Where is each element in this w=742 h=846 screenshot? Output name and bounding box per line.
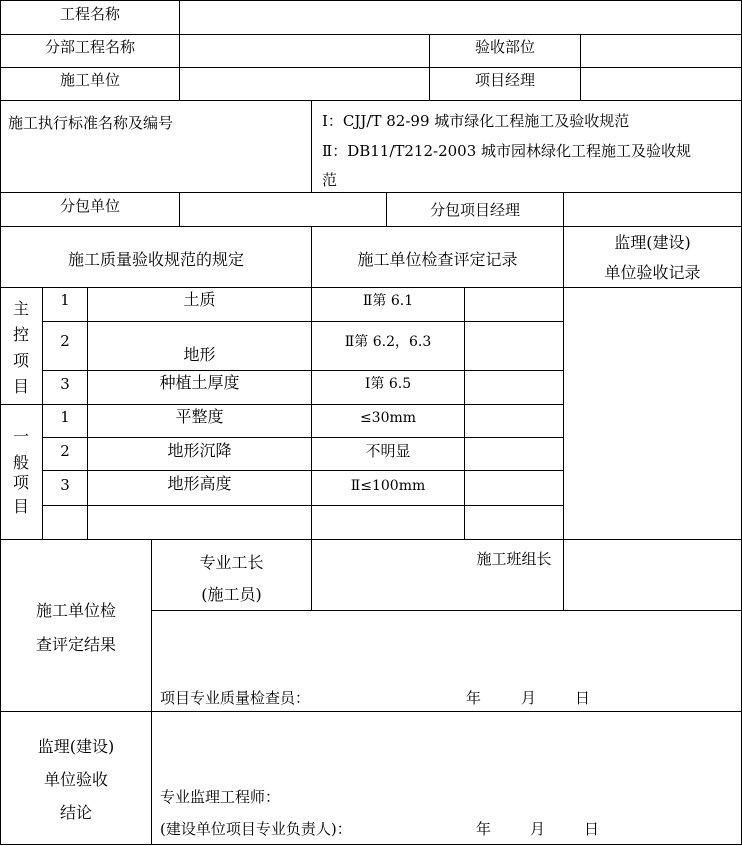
foreman-label-line2: (施工员) [201,585,262,604]
standard-2-line2: 范 [322,171,338,189]
main-row-2-num: 2 [60,332,70,350]
rule [179,192,180,226]
rule [0,34,742,35]
supervision-column-header-line1: 监理(建设) [614,233,691,252]
rule [0,539,742,540]
general-row-2-standard: 不明显 [365,442,411,460]
construction-result-field[interactable] [153,612,740,684]
rule [42,505,564,506]
general-items-label-2: 般 [12,453,29,472]
main-items-label-2: 控 [12,325,29,344]
subcontract-manager-field[interactable] [565,194,740,225]
standard-2-line1: Ⅱ：DB11/T212-2003 城市园林绿化工程施工及验收规 [322,142,692,160]
conclusion-year-label: 年 [476,820,492,838]
conclusion-day-label: 日 [584,820,600,838]
supervision-conclusion-label-line3: 结论 [59,803,92,822]
general-items-label-4: 目 [12,497,29,516]
rule [311,539,312,610]
main-row-1-record[interactable] [466,289,562,320]
main-row-3-standard: Ⅰ第 6.5 [364,376,412,392]
main-row-1-standard: Ⅱ第 6.1 [362,293,414,309]
general-row-2-num: 2 [60,442,70,460]
result-month-label: 月 [521,689,537,707]
general-row-4-record[interactable] [466,507,562,538]
spec-column-header: 施工质量验收规范的规定 [67,250,244,269]
conclusion-month-label: 月 [530,820,546,838]
rule [42,321,564,322]
main-items-label-3: 项 [12,351,29,370]
project-manager-field[interactable] [582,69,740,99]
rule [0,192,742,193]
supervision-column-header-line2: 单位验收记录 [604,263,701,282]
general-row-1-num: 1 [60,408,70,426]
project-name-field[interactable] [181,2,740,33]
rule [0,711,742,712]
main-row-3-num: 3 [60,375,70,393]
supervision-conclusion-field[interactable] [153,713,740,783]
construction-result-label-line1: 施工单位检 [35,601,116,620]
construction-unit-field[interactable] [181,69,428,99]
main-row-3-record[interactable] [466,372,562,403]
general-row-1-item: 平整度 [175,407,224,426]
general-row-3-item: 地形高度 [167,474,232,493]
acceptance-part-field[interactable] [582,36,740,66]
rule [464,287,465,539]
subcontract-manager-label: 分包项目经理 [429,201,520,219]
supervision-conclusion-label-line2: 单位验收 [43,770,108,789]
main-row-1-item: 土质 [183,290,216,309]
rule [0,287,742,288]
foreman-label-line1: 专业工长 [199,553,264,572]
rule [42,437,564,438]
sub-project-name-field[interactable] [181,36,428,66]
result-year-label: 年 [466,689,482,707]
main-row-2-item: 地形 [183,345,216,364]
general-row-3-standard: Ⅱ≤100mm [350,478,426,494]
rule [151,610,742,611]
rule [0,0,742,1]
rule [0,844,742,845]
construction-result-label-line2: 查评定结果 [35,635,116,654]
rule [0,226,742,227]
general-row-3-record[interactable] [466,472,562,504]
inspection-column-header: 施工单位检查评定记录 [357,250,518,269]
owner-representative-label: (建设单位项目专业负责人)： [160,820,352,838]
general-items-label-1: 一 [12,427,29,446]
team-leader-field[interactable] [565,541,740,609]
quality-inspector-label: 项目专业质量检查员： [160,689,311,707]
subcontract-unit-field[interactable] [181,194,385,225]
main-row-2-standard: Ⅱ第 6.2，6.3 [344,334,432,350]
main-items-label-1: 主 [12,299,29,318]
general-items-label-3: 项 [12,473,29,492]
general-row-3-num: 3 [60,476,70,494]
general-row-1-record[interactable] [466,406,562,436]
project-name-label: 工程名称 [59,5,120,23]
rule [0,100,742,101]
main-row-1-num: 1 [60,291,70,309]
main-row-2-record[interactable] [466,323,562,369]
main-row-3-item: 种植土厚度 [159,373,240,392]
supervising-engineer-label: 专业监理工程师： [160,788,281,806]
rule [42,370,564,371]
rule [0,404,564,405]
subcontract-unit-label: 分包单位 [59,197,120,215]
sub-project-name-label: 分部工程名称 [44,38,135,56]
general-row-2-record[interactable] [466,439,562,469]
project-manager-label: 项目经理 [474,71,535,89]
rule [580,34,581,100]
standard-1: Ⅰ：CJJ/T 82-99 城市绿化工程施工及验收规范 [322,112,630,130]
rule [42,470,564,471]
general-row-1-standard: ≤30mm [359,410,417,426]
acceptance-part-label: 验收部位 [474,38,535,56]
rule [179,0,180,100]
standard-label: 施工执行标准名称及编号 [8,114,174,132]
rule [0,0,1,845]
general-row-2-item: 地形沉降 [167,441,232,460]
rule [563,192,564,226]
main-items-label-4: 目 [12,377,29,396]
rule [311,100,312,192]
supervision-conclusion-label-line1: 监理(建设) [37,737,115,756]
team-leader-label: 施工班组长 [476,550,552,568]
rule [0,67,742,68]
construction-unit-label: 施工单位 [59,71,120,89]
supervision-record-field[interactable] [565,289,740,538]
result-day-label: 日 [575,689,591,707]
